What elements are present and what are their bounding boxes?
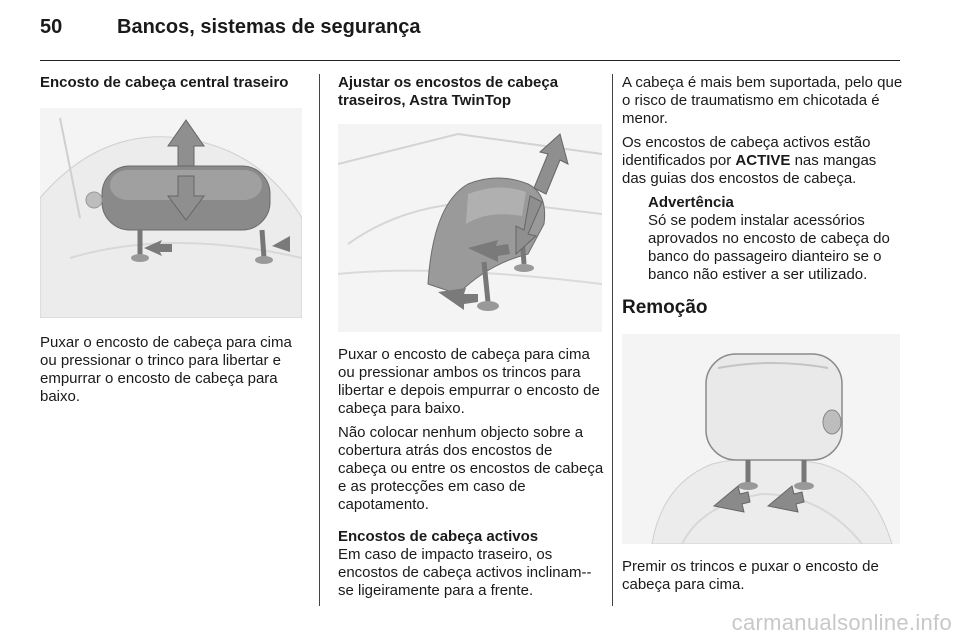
rear-center-headrest-illustration — [40, 108, 302, 318]
warning-title: Advertência — [648, 194, 734, 211]
active-headrest-text: Em caso de impacto traseiro, os encostos de cabeça activos inclinam--se ligeiramente para a frente. — [338, 546, 592, 599]
column-divider — [319, 74, 320, 606]
removal-text: Premir os trincos e puxar o encosto de cabeça para cima. — [622, 558, 879, 593]
instruction-text: Puxar o encosto de cabeça para cima ou pressionar ambos os trincos para libertar e depois empurrar o encosto de cabeça para baixo. — [338, 346, 600, 417]
active-label: ACTIVE — [735, 152, 791, 169]
column-3 — [622, 74, 904, 594]
header-rule — [40, 60, 900, 61]
active-headrest-heading: Encostos de cabeça activos — [338, 528, 539, 545]
warning-text: Só se podem instalar acessórios aprovados no encosto de cabeça do banco do passageiro dianteiro se o banco não estiver a ser utilizado. — [648, 212, 890, 283]
page-number: 50 — [40, 16, 63, 38]
removal-title: Remoção — [622, 297, 708, 318]
active-identification-text: Os encostos de cabeça activos estão identificados por ACTIVE nas mangas das guias dos encostos de cabeça. — [622, 134, 877, 187]
page-title: Bancos, sistemas de segurança — [117, 16, 421, 38]
section-heading: Encosto de cabeça central traseiro — [40, 74, 289, 91]
column-2 — [338, 74, 604, 600]
twintop-rear-headrest-illustration — [338, 124, 602, 332]
watermark: carmanualsonline.info — [731, 610, 952, 635]
caution-text: Não colocar nenhum objecto sobre a cobertura atrás dos encostos de cabeça ou entre os encostos de cabeça e as protecções em caso de capotamento. — [338, 424, 604, 513]
page-header — [40, 16, 900, 48]
column-divider — [612, 74, 613, 606]
support-text: A cabeça é mais bem suportada, pelo que o risco de traumatismo em chicotada é menor. — [622, 74, 903, 127]
headrest-removal-illustration — [622, 334, 900, 544]
instruction-text: Puxar o encosto de cabeça para cima ou pressionar o trinco para libertar e empurrar o encosto de cabeça para baixo. — [40, 334, 292, 405]
column-1 — [40, 74, 302, 406]
section-heading: Ajustar os encostos de cabeça traseiros, Astra TwinTop — [338, 74, 559, 109]
warning-block — [622, 194, 904, 284]
